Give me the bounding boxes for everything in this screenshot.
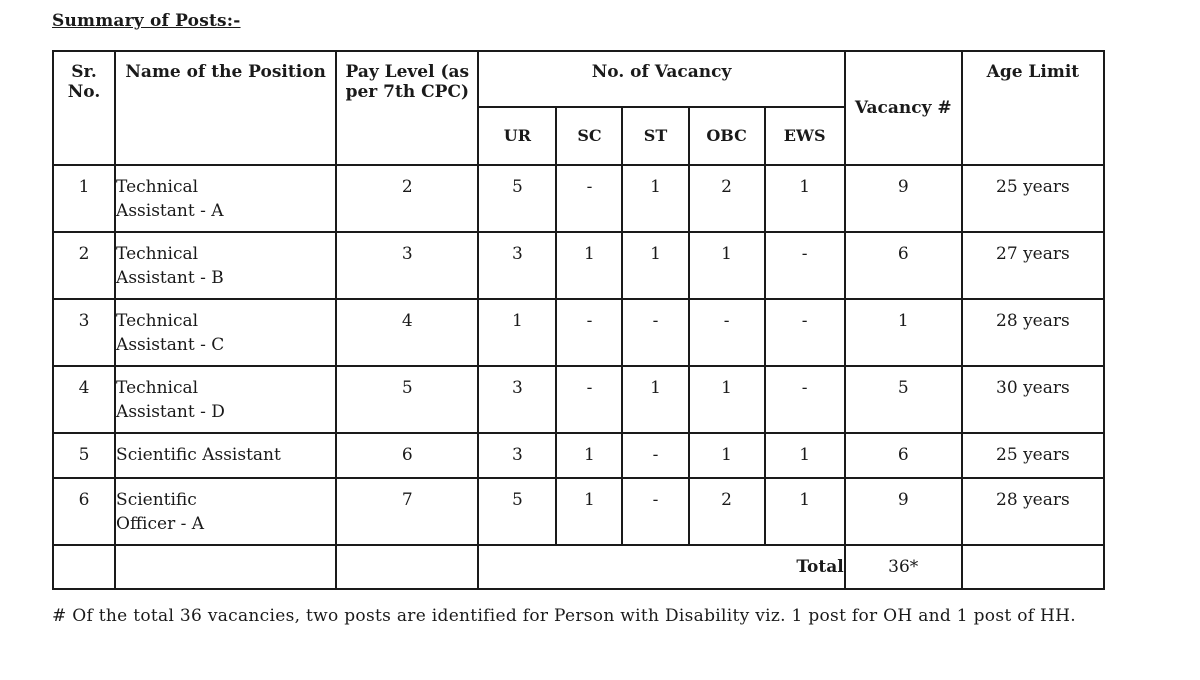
- cell-vacancy: 5: [845, 366, 962, 433]
- cell-obc: -: [689, 299, 765, 366]
- cell-vacancy: 9: [845, 478, 962, 545]
- cell-age-limit: 30 years: [962, 366, 1104, 433]
- cell-sc: 1: [556, 433, 622, 478]
- cell-ur: 5: [478, 478, 556, 545]
- cell-ews: -: [765, 232, 845, 299]
- header-sr-no: Sr. No.: [53, 51, 115, 165]
- cell-sc: 1: [556, 232, 622, 299]
- cell-pay-level: 5: [336, 366, 478, 433]
- table-row: [53, 299, 1104, 366]
- cell-position-name: Scientific Assistant: [115, 433, 336, 478]
- total-empty-cell: [336, 545, 478, 589]
- header-st: ST: [622, 107, 688, 165]
- cell-ews: -: [765, 299, 845, 366]
- cell-age-limit: 28 years: [962, 478, 1104, 545]
- cell-age-limit: 25 years: [962, 165, 1104, 232]
- cell-ur: 5: [478, 165, 556, 232]
- cell-pay-level: 2: [336, 165, 478, 232]
- cell-obc: 1: [689, 366, 765, 433]
- cell-pay-level: 4: [336, 299, 478, 366]
- cell-st: 1: [622, 366, 688, 433]
- cell-st: -: [622, 433, 688, 478]
- cell-obc: 1: [689, 433, 765, 478]
- total-empty-cell: [53, 545, 115, 589]
- cell-position-name: Technical Assistant - C: [115, 299, 336, 366]
- cell-ews: -: [765, 366, 845, 433]
- table-row: [53, 433, 1104, 478]
- cell-ur: 3: [478, 366, 556, 433]
- cell-ews: 1: [765, 478, 845, 545]
- cell-age-limit: 28 years: [962, 299, 1104, 366]
- header-obc: OBC: [689, 107, 765, 165]
- cell-sc: 1: [556, 478, 622, 545]
- cell-position-name: Scientific Officer - A: [115, 478, 336, 545]
- cell-pay-level: 3: [336, 232, 478, 299]
- cell-obc: 2: [689, 165, 765, 232]
- cell-sc: -: [556, 366, 622, 433]
- header-position-name: Name of the Position: [115, 51, 336, 165]
- footnote: # Of the total 36 vacancies, two posts are identified for Person with Disability viz. 1 post for OH and 1 post of HH.: [52, 606, 1076, 626]
- cell-ur: 1: [478, 299, 556, 366]
- cell-ur: 3: [478, 433, 556, 478]
- cell-st: -: [622, 478, 688, 545]
- cell-st: 1: [622, 165, 688, 232]
- header-age-limit: Age Limit: [962, 51, 1104, 165]
- header-vacancy-total: Vacancy #: [845, 51, 962, 165]
- cell-sr-no: 3: [53, 299, 115, 366]
- total-value: 36*: [845, 545, 962, 589]
- cell-ur: 3: [478, 232, 556, 299]
- cell-obc: 1: [689, 232, 765, 299]
- cell-ews: 1: [765, 433, 845, 478]
- cell-age-limit: 27 years: [962, 232, 1104, 299]
- table-row: [53, 366, 1104, 433]
- cell-vacancy: 6: [845, 433, 962, 478]
- cell-ews: 1: [765, 165, 845, 232]
- cell-vacancy: 9: [845, 165, 962, 232]
- header-no-of-vacancy: No. of Vacancy: [478, 51, 844, 107]
- cell-vacancy: 1: [845, 299, 962, 366]
- cell-position-name: Technical Assistant - B: [115, 232, 336, 299]
- table-row: [53, 478, 1104, 545]
- cell-pay-level: 6: [336, 433, 478, 478]
- cell-obc: 2: [689, 478, 765, 545]
- header-ur: UR: [478, 107, 556, 165]
- table-row: [53, 165, 1104, 232]
- cell-age-limit: 25 years: [962, 433, 1104, 478]
- cell-sc: -: [556, 299, 622, 366]
- total-row: [53, 545, 1104, 589]
- cell-sc: -: [556, 165, 622, 232]
- cell-st: -: [622, 299, 688, 366]
- cell-vacancy: 6: [845, 232, 962, 299]
- header-sc: SC: [556, 107, 622, 165]
- total-label: Total: [478, 545, 844, 589]
- header-pay-level: Pay Level (as per 7th CPC): [336, 51, 478, 165]
- cell-sr-no: 2: [53, 232, 115, 299]
- cell-position-name: Technical Assistant - A: [115, 165, 336, 232]
- cell-sr-no: 5: [53, 433, 115, 478]
- cell-pay-level: 7: [336, 478, 478, 545]
- cell-st: 1: [622, 232, 688, 299]
- cell-position-name: Technical Assistant - D: [115, 366, 336, 433]
- total-empty-cell: [115, 545, 336, 589]
- page-heading: Summary of Posts:-: [52, 11, 241, 31]
- summary-table: [52, 50, 1105, 590]
- cell-sr-no: 1: [53, 165, 115, 232]
- table-row: [53, 232, 1104, 299]
- cell-sr-no: 6: [53, 478, 115, 545]
- header-ews: EWS: [765, 107, 845, 165]
- total-empty-cell: [962, 545, 1104, 589]
- cell-sr-no: 4: [53, 366, 115, 433]
